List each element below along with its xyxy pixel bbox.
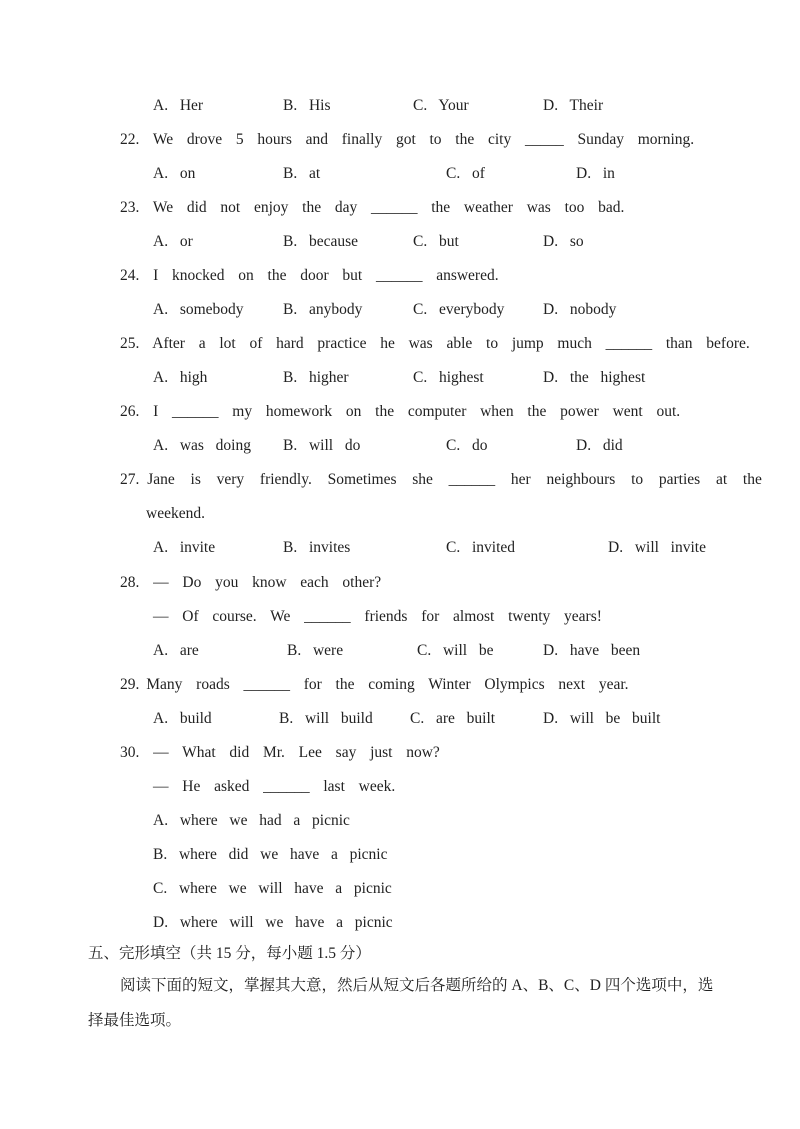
- q27-stem-line2: weekend.: [146, 505, 205, 522]
- q22-stem: 22. We drove 5 hours and finally got to the city _____ Sunday morning.: [120, 131, 695, 148]
- q27-stem-line1: 27. Jane is very friendly. Sometimes she ______ her neighbours to parties at the: [120, 471, 762, 488]
- q30-option-d: D. where will we have a picnic: [153, 914, 393, 931]
- q24-option-b: B. anybody: [283, 301, 363, 318]
- q23-option-a: A. or: [153, 233, 193, 250]
- q30-stem: 30. — What did Mr. Lee say just now?: [120, 744, 440, 761]
- q26-option-d: D. did: [576, 437, 623, 454]
- q21-option-c: C. Your: [413, 97, 469, 114]
- section-instruction-line1: 阅读下面的短文，掌握其大意，然后从短文后各题所给的 A、B、C、D 四个选项中，选: [120, 977, 714, 994]
- q30-option-c: C. where we will have a picnic: [153, 880, 392, 897]
- q22-option-b: B. at: [283, 165, 321, 182]
- q25-option-d: D. the highest: [543, 369, 646, 386]
- q23-stem: 23. We did not enjoy the day ______ the weather was too bad.: [120, 199, 625, 216]
- q23-option-d: D. so: [543, 233, 584, 250]
- q21-option-b: B. His: [283, 97, 331, 114]
- q25-option-c: C. highest: [413, 369, 484, 386]
- q27-option-c: C. invited: [446, 539, 516, 556]
- q22-option-d: D. in: [576, 165, 615, 182]
- q29-option-b: B. will build: [279, 710, 373, 727]
- q27-option-a: A. invite: [153, 539, 216, 556]
- q28-stem: 28. — Do you know each other?: [120, 574, 382, 591]
- q26-option-a: A. was doing: [153, 437, 251, 454]
- q28-option-a: A. are: [153, 642, 199, 659]
- q26-option-b: B. will do: [283, 437, 361, 454]
- q26-option-c: C. do: [446, 437, 488, 454]
- q25-option-b: B. higher: [283, 369, 349, 386]
- q29-option-a: A. build: [153, 710, 212, 727]
- q23-option-b: B. because: [283, 233, 359, 250]
- q29-stem: 29. Many roads ______ for the coming Winter Olympics next year.: [120, 676, 629, 693]
- q21-option-a: A. Her: [153, 97, 204, 114]
- q21-option-d: D. Their: [543, 97, 604, 114]
- q30-reply: — He asked ______ last week.: [153, 778, 396, 795]
- q24-option-a: A. somebody: [153, 301, 244, 318]
- section-heading: 五、完形填空（共 15 分，每小题 1.5 分）: [88, 945, 371, 962]
- q30-option-b: B. where did we have a picnic: [153, 846, 388, 863]
- q27-option-b: B. invites: [283, 539, 351, 556]
- q24-option-d: D. nobody: [543, 301, 617, 318]
- q22-option-a: A. on: [153, 165, 196, 182]
- q26-stem: 26. I ______ my homework on the computer when the power went out.: [120, 403, 681, 420]
- q24-option-c: C. everybody: [413, 301, 505, 318]
- q22-option-c: C. of: [446, 165, 485, 182]
- q28-option-c: C. will be: [417, 642, 494, 659]
- q25-stem: 25. After a lot of hard practice he was able to jump much ______ than before.: [120, 335, 750, 352]
- q30-option-a: A. where we had a picnic: [153, 812, 350, 829]
- q28-reply: — Of course. We ______ friends for almost twenty years!: [153, 608, 602, 625]
- q29-option-d: D. will be built: [543, 710, 661, 727]
- q28-option-d: D. have been: [543, 642, 641, 659]
- section-instruction-line2: 择最佳选项。: [88, 1012, 182, 1029]
- q23-option-c: C. but: [413, 233, 459, 250]
- q24-stem: 24. I knocked on the door but ______ answered.: [120, 267, 499, 284]
- q29-option-c: C. are built: [410, 710, 496, 727]
- q27-option-d: D. will invite: [608, 539, 706, 556]
- q28-option-b: B. were: [287, 642, 344, 659]
- q25-option-a: A. high: [153, 369, 208, 386]
